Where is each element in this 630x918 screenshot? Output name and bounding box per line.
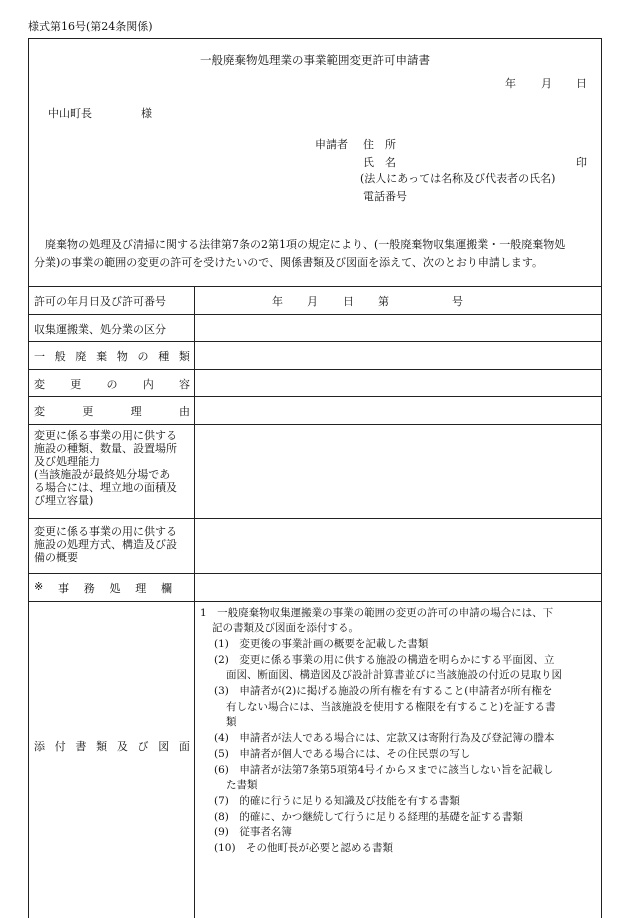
date-year: 年 bbox=[505, 77, 516, 90]
column-divider bbox=[194, 286, 195, 918]
row-divider bbox=[28, 424, 602, 425]
attachment-line: (6) 申請者が法第7条第5項第4号イからヌまでに該当しない旨を記載し bbox=[214, 764, 554, 776]
attachment-line: (2) 変更に係る事業の用に供する施設の構造を明らかにする平面図、立 bbox=[214, 654, 555, 666]
attachment-line: (10) その他町長が必要と認める書類 bbox=[214, 842, 394, 854]
addressee-honorific: 様 bbox=[141, 107, 152, 120]
facility-info-line: (当該施設が最終処分場であ bbox=[34, 468, 171, 481]
statement-line-2: 分業)の事業の範囲の変更の許可を受けたいので、関係書類及び図面を添えて、次のとおり申請します。 bbox=[34, 256, 543, 269]
permit-go: 号 bbox=[452, 295, 463, 308]
facility-method-line: 変更に係る事業の用に供する bbox=[34, 525, 177, 538]
form-title: 一般廃棄物処理業の事業範囲変更許可申請書 bbox=[200, 53, 430, 67]
attachment-line: 記の書類及び図面を添付する。 bbox=[212, 622, 359, 634]
facility-method-line: 備の概要 bbox=[34, 551, 78, 564]
date-month: 月 bbox=[541, 77, 552, 90]
permit-month: 月 bbox=[307, 295, 318, 308]
attachment-line: (7) 的確に行うに足りる知識及び技能を有する書類 bbox=[214, 795, 460, 807]
row-divider bbox=[28, 573, 602, 574]
permit-dai: 第 bbox=[378, 295, 389, 308]
address-label: 住 所 bbox=[363, 138, 396, 151]
applicant-label: 申請者 bbox=[315, 138, 348, 151]
waste-type-label: 一 般 廃 棄 物 の 種 類 bbox=[34, 350, 190, 363]
facility-info-line: 施設の種類、数量、設置場所 bbox=[34, 442, 177, 455]
change-reason-text: 変 更 理 由 bbox=[34, 405, 190, 418]
statement-line-1: 廃棄物の処理及び清掃に関する法律第7条の2第1項の規定により、(一般廃棄物収集運搬業・一般廃棄物処 bbox=[45, 238, 566, 251]
attachment-line: (3) 申請者が(2)に掲げる施設の所有権を有すること(申請者が所有権を bbox=[214, 685, 553, 697]
permit-year: 年 bbox=[272, 295, 283, 308]
facility-info-label bbox=[34, 429, 190, 507]
corporate-note: (法人にあっては名称及び代表者の氏名) bbox=[360, 172, 556, 185]
facility-info-line: 変更に係る事業の用に供する bbox=[34, 429, 177, 442]
facility-info-line: 及び処理能力 bbox=[34, 455, 100, 468]
attachment-line: (8) 的確に、かつ継続して行うに足りる経理的基礎を証する書類 bbox=[214, 811, 523, 823]
row-divider bbox=[28, 369, 602, 370]
facility-info-line: び埋立容量) bbox=[34, 494, 94, 507]
permit-day: 日 bbox=[343, 295, 354, 308]
form-number: 様式第16号(第24条関係) bbox=[28, 20, 153, 33]
office-use-label: ※ 事 務 処 理 欄 bbox=[34, 580, 172, 595]
attachment-line: 有しない場合には、当該施設を使用する権限を有すること)を証する書 bbox=[226, 701, 556, 713]
row-divider bbox=[28, 286, 602, 287]
date-day: 日 bbox=[576, 77, 587, 90]
attachment-line: (4) 申請者が法人である場合には、定款又は寄附行為及び登記簿の謄本 bbox=[214, 732, 555, 744]
attachment-line: (5) 申請者が個人である場合には、その住民票の写し bbox=[214, 748, 471, 760]
facility-method-line: 施設の処理方式、構造及び設 bbox=[34, 538, 177, 551]
addressee-name: 中山町長 bbox=[48, 107, 92, 120]
attachment-line: 類 bbox=[226, 716, 237, 728]
attachment-line: (9) 従事者名簿 bbox=[214, 826, 292, 838]
row-divider bbox=[28, 341, 602, 342]
name-label: 氏 名 bbox=[363, 156, 396, 169]
change-reason-label bbox=[34, 403, 190, 419]
facility-method-label bbox=[34, 525, 190, 564]
attachment-line: (1) 変更後の事業計画の概要を記載した書類 bbox=[214, 638, 429, 650]
row-divider bbox=[28, 601, 602, 602]
change-content-label bbox=[34, 376, 190, 392]
attachment-line: た書類 bbox=[226, 779, 258, 791]
row-divider bbox=[28, 314, 602, 315]
phone-label: 電話番号 bbox=[363, 190, 407, 203]
change-content-text: 変 更 の 内 容 bbox=[34, 378, 190, 391]
attachments-label: 添 付 書 類 及 び 図 面 bbox=[34, 740, 190, 753]
row-divider bbox=[28, 396, 602, 397]
seal-mark: 印 bbox=[576, 156, 587, 169]
attachment-line: 面図、断面図、構造図及び設計計算書並びに当該施設の付近の見取り図 bbox=[226, 669, 562, 681]
category-label: 収集運搬業、処分業の区分 bbox=[34, 323, 166, 336]
permit-date-label: 許可の年月日及び許可番号 bbox=[34, 295, 166, 308]
facility-info-line: る場合には、埋立地の面積及 bbox=[34, 481, 177, 494]
attachment-line: 1 一般廃棄物収集運搬業の事業の範囲の変更の許可の申請の場合には、下 bbox=[200, 607, 554, 619]
row-divider bbox=[28, 518, 602, 519]
